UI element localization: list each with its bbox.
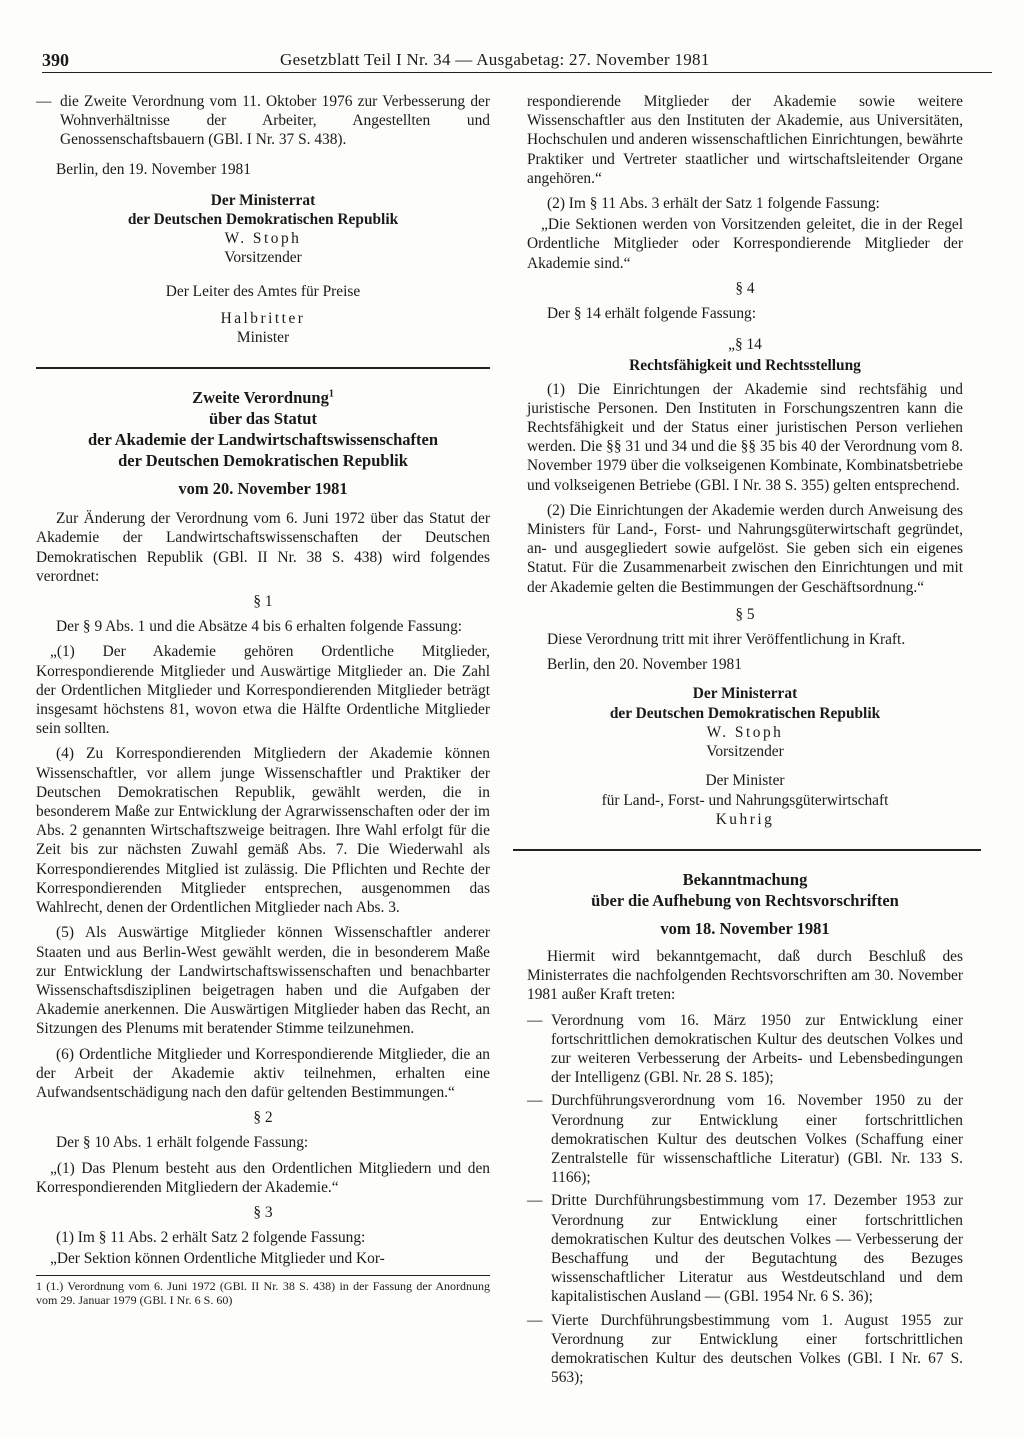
signature2-role: Vorsitzender [706, 743, 784, 761]
section14-paragraph1: (1) Die Einrichtungen der Akademie sind rechtsfähig und juristische Personen. Den Instituten in Forschungszentren kann die Rechtsfähigkeit und der Status einer juristischen Person verliehen werden. Die §§ 31 und 34 und die §§ 35 bis 40 der Verordnung vom 8. November 1979 über die volkseigenen Kombinate, Kombinatsbetriebe und volkseigenen Betriebe (GBl. I Nr. 38 S. 355) gelten entsprechend. [527, 380, 963, 494]
dash-bullet: — [527, 1011, 543, 1029]
signature2-name2: Kuhrig [715, 810, 775, 828]
repealed-item-text: Dritte Durchführungsbestimmung vom 17. Dezember 1953 zur Verordnung zur Entwicklung einer fortschrittlichen demokratischen Kultur des deutschen Volkes — Verbesserung der Beschaffung und der Begutachtung des Bezuges wissenschaftlicher Literatur aus Westdeutschland und dem kapitalistischen Ausland — (GBl. 1954 Nr. 6 S. 36); [551, 1192, 963, 1306]
section14-title: Rechtsfähigkeit und Rechtsstellung [629, 357, 861, 375]
signature-role2: Minister [236, 329, 290, 347]
dash-bullet: — [36, 93, 52, 110]
section-heading-3: § 3 [253, 1203, 273, 1221]
section-divider [36, 367, 490, 369]
announcement-title-line1: Bekanntmachung [682, 869, 808, 889]
dash-bullet: — [527, 1092, 543, 1110]
section3-start: „Der Sektion können Ordentliche Mitglieder und Kor- [50, 1250, 385, 1268]
repealed-item [527, 1011, 963, 1088]
section2-intro: Der § 10 Abs. 1 erhält folgende Fassung: [56, 1134, 309, 1152]
title-line3: der Akademie der Landwirtschaftswissenschaften [87, 430, 439, 450]
section-heading-5: § 5 [735, 605, 755, 623]
page-number: 390 [42, 50, 69, 70]
preamble: Zur Änderung der Verordnung vom 6. Juni 1972 über das Statut der Akademie der Landwirtschaftswissenschaften der Deutschen Demokratischen Republik (GBl. II Nr. 38 S. 438) wird folgendes verordnet: [36, 510, 490, 585]
section-heading-1: § 1 [253, 593, 273, 611]
left-column [36, 92, 490, 1307]
section3-paragraph2-text: „Die Sektionen werden von Vorsitzenden geleitet, die in der Regel Ordentliche Mitglieder oder Korrespondierende Mitglieder der Akademie sind.“ [527, 216, 963, 272]
announcement-title [527, 869, 963, 939]
announcement-title-line2: über die Aufhebung von Rechtsvorschriften [591, 890, 899, 910]
signature-role: Vorsitzender [224, 249, 302, 267]
repealed-item-text: Verordnung vom 16. März 1950 zur Entwicklung einer fortschrittlichen demokratischen Kultur des deutschen Volkes und zur weiteren Verbesserung der Arbeits- und Lebensbedingungen der Intelligenz (GBl. Nr. 28 S. 185); [551, 1011, 963, 1087]
section14-heading: „§ 14 [728, 336, 762, 354]
title-line2: über das Statut [209, 409, 317, 429]
footnote-marker: 1 [328, 388, 334, 400]
signature2-name: W. Stoph [706, 723, 784, 741]
section14-paragraph2: (2) Die Einrichtungen der Akademie werden durch Anweisung des Ministers für Land-, Forst- und Nahrungsgüterwirtschaft gegründet, an- und ausgegliedert sowie aufgelöst. Sie geben sich ein eigenes Statut. Für die Zusammenarbeit zwischen den Einrichtungen und mit der Akademie gelten die Bestimmungen der Geschäftsordnung.“ [527, 501, 963, 596]
section1-paragraph6: (6) Ordentliche Mitglieder und Korrespondierende Mitglieder, die an der Arbeit der Akademie aktiv teilnehmen, erhalten eine Aufwandsentschädigung nach den dafür geltenden Bestimmungen.“ [36, 1045, 490, 1101]
signature-block-2 [527, 684, 963, 828]
header-rule [42, 72, 992, 73]
section3-continuation: respondierende Mitglieder der Akademie sowie weitere Wissenschaftler aus den Instituten der Akademie, aus Universitäten, Hochschulen und anderen wissenschaftlichen Einrichtungen, bewährte Praktiker und Vertreter staatlicher und wirtschaftsleitender Organe angehören.“ [527, 93, 963, 187]
dash-bullet: — [527, 1311, 543, 1329]
signature-name: W. Stoph [224, 230, 302, 248]
repealed-item [527, 1091, 963, 1187]
repealed-item-text: Durchführungsverordnung vom 16. November 1950 zu der Verordnung zur Entwicklung einer fortschrittlichen demokratischen Kultur des deutschen Volkes (Schaffung einer Zentralstelle für wissenschaftliche Literatur) (GBl. Nr. 133 S. 1166); [551, 1092, 963, 1187]
section-divider-2 [513, 849, 981, 851]
announcement-date: vom 18. November 1981 [660, 918, 830, 938]
section-heading-2: § 2 [253, 1109, 273, 1127]
repealed-item [527, 1311, 963, 1388]
repealed-item-text: Vierte Durchführungsbestimmung vom 1. August 1955 zur Verordnung zur Entwicklung einer fortschrittlichen demokratischen Kultur des deutschen Volkes (GBl. I Nr. 67 S. 563); [551, 1311, 963, 1387]
section1-paragraph4: (4) Zu Korrespondierenden Mitgliedern der Akademie können Wissenschaftler, vor allem junge Wissenschaftler und Praktiker der Deutschen Demokratischen Republik, gewählt werden, die in besonderem Maße zur Entwicklung der Agrarwissenschaften oder der im Abs. 2 genannten Wirtschaftszweige beitragen. Ihre Wahl erfolgt für die Zeit bis zur nächsten Zuwahl gemäß Abs. 7. Die Wiederwahl als Korrespondierendes Mitglied ist zulässig. Die Pflichten und Rechte der Korrespondierenden Mitglieder entsprechen, ausgenommen das Wahlrecht, denen der Ordentlichen Mitglieder nach Abs. 3. [36, 745, 490, 917]
place-date-2: Berlin, den 20. November 1981 [547, 656, 742, 674]
section5-text: Diese Verordnung tritt mit ihrer Veröffentlichung in Kraft. [547, 631, 906, 649]
section3-paragraph2-intro: (2) Im § 11 Abs. 3 erhält der Satz 1 folgende Fassung: [547, 195, 880, 213]
announcement-intro: Hiermit wird bekanntgemacht, daß durch Beschluß des Ministerrates die nachfolgenden Rechtsvorschriften am 30. November 1981 außer Kraft treten: [527, 947, 963, 1004]
section3-intro: (1) Im § 11 Abs. 2 erhält Satz 2 folgende Fassung: [56, 1229, 366, 1247]
section4-intro: Der § 14 erhält folgende Fassung: [547, 305, 757, 323]
signature2-org2-line1: Der Minister [705, 772, 785, 790]
dash-bullet: — [527, 1192, 543, 1210]
running-head: Gesetzblatt Teil I Nr. 34 — Ausgabetag: 27. November 1981 [280, 50, 710, 69]
title-date: vom 20. November 1981 [178, 479, 348, 499]
section1-intro: Der § 9 Abs. 1 und die Absätze 4 bis 6 erhalten folgende Fassung: [56, 618, 463, 636]
title-line1: Zweite Verordnung$^1$ [192, 388, 334, 408]
section2-text: „(1) Das Plenum besteht aus den Ordentlichen Mitgliedern und den Korrespondierenden Mitgliedern der Akademie.“ [36, 1159, 490, 1196]
ordinance-title [36, 387, 490, 499]
intro-list-item [36, 92, 490, 150]
footnote: 1 (1.) Verordnung vom 6. Juni 1972 (GBl. II Nr. 38 S. 438) in der Fassung der Anordnung vom 29. Januar 1979 (GBl. I Nr. 6 S. 60) [36, 1275, 490, 1307]
title-line4: der Deutschen Demokratischen Republik [118, 451, 408, 471]
signature-name2: Halbritter [220, 309, 306, 327]
intro-item-text: die Zweite Verordnung vom 11. Oktober 1976 zur Verbesserung der Wohnverhältnisse der Arbeiter, Angestellten und Genossenschaftsbauern (GBl. I Nr. 37 S. 438). [60, 93, 490, 149]
signature-org-line1: Der Ministerrat [210, 191, 316, 209]
section1-paragraph5: (5) Als Auswärtige Mitglieder können Wissenschaftler anderer Staaten und aus Berlin-West gewählt werden, die in besonderem Maße zur Entwicklung der Landwirtschaftswissenschaften und benachbarter Wissenschaftsdisziplinen beigetragen haben und die Aufgaben der Akademie anerkennen. Die Auswärtigen Mitglieder haben das Recht, an Sitzungen des Plenums mit beratender Stimme teilzunehmen. [36, 924, 490, 1038]
signature-org-line2: der Deutschen Demokratischen Republik [127, 211, 399, 229]
signature2-org-line2: der Deutschen Demokratischen Republik [609, 704, 881, 722]
signature-block-1 [36, 191, 490, 347]
section1-paragraph1: „(1) Der Akademie gehören Ordentliche Mitglieder, Korrespondierende Mitglieder und Auswärtige Mitglieder an. Die Zahl der Ordentlichen Mitglieder und Korrespondierenden Mitglieder beträgt insgesamt höchstens 81, wovon etwa die Hälfte Ordentliche Mitglieder sein sollten. [36, 643, 490, 738]
place-date: Berlin, den 19. November 1981 [56, 160, 251, 178]
section-heading-4: § 4 [735, 279, 755, 297]
signature2-org2-line2: für Land-, Forst- und Nahrungsgüterwirtschaft [601, 791, 889, 809]
repealed-item [527, 1191, 963, 1306]
signature2-org-line1: Der Ministerrat [692, 685, 798, 703]
right-column [527, 92, 963, 1391]
signature-org2: Der Leiter des Amtes für Preise [165, 282, 361, 300]
